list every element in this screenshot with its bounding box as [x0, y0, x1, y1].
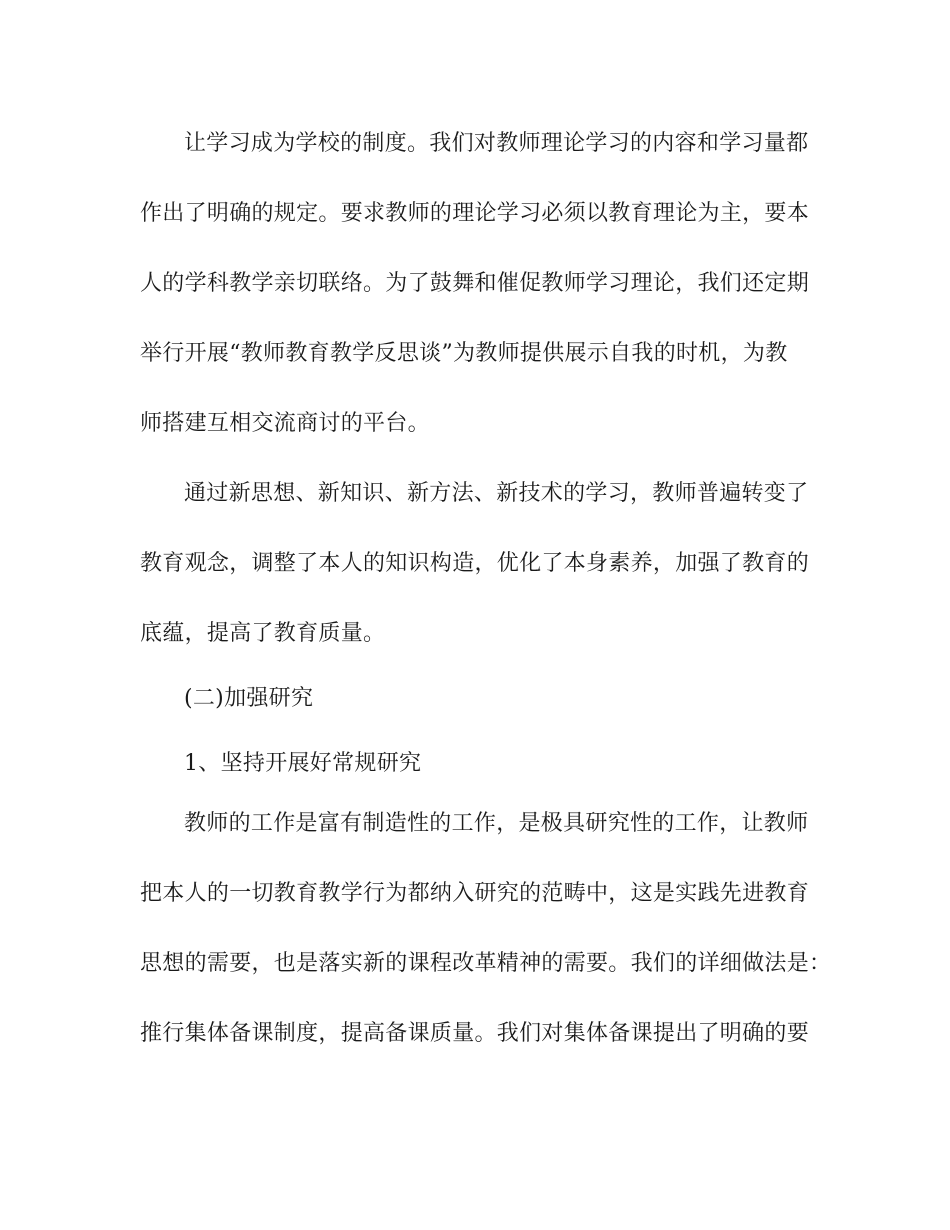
text-line-14: 推行集体备课制度，提高备课质量。我们对集体备课提出了明确的要 — [140, 1021, 810, 1046]
text-line-13: 思想的需要，也是落实新的课程改革精神的需要。我们的详细做法是： — [140, 951, 832, 976]
text-line-7: 教育观念，调整了本人的知识构造，优化了本身素养，加强了教育的 — [140, 551, 810, 576]
section-heading: (二)加强研究 — [184, 686, 314, 711]
text-line-12: 把本人的一切教育教学行为都纳入研究的范畴中，这是实践先进教育 — [140, 881, 810, 906]
text-line-8: 底蕴，提高了教育质量。 — [140, 621, 386, 646]
text-line-5: 师搭建互相交流商讨的平台。 — [140, 411, 430, 436]
text-line-4: 举行开展“教师教育教学反思谈”为教师提供展示自我的时机，为教 — [140, 341, 788, 366]
text-line-1: 让学习成为学校的制度。我们对教师理论学习的内容和学习量都 — [184, 131, 809, 156]
text-line-6: 通过新思想、新知识、新方法、新技术的学习，教师普遍转变了 — [184, 481, 809, 506]
subsection-heading: 1、坚持开展好常规研究 — [184, 751, 422, 776]
text-line-11: 教师的工作是富有制造性的工作，是极具研究性的工作，让教师 — [184, 811, 809, 836]
text-line-2: 作出了明确的规定。要求教师的理论学习必须以教育理论为主，要本 — [140, 201, 810, 226]
text-line-3: 人的学科教学亲切联络。为了鼓舞和催促教师学习理论，我们还定期 — [140, 271, 810, 296]
